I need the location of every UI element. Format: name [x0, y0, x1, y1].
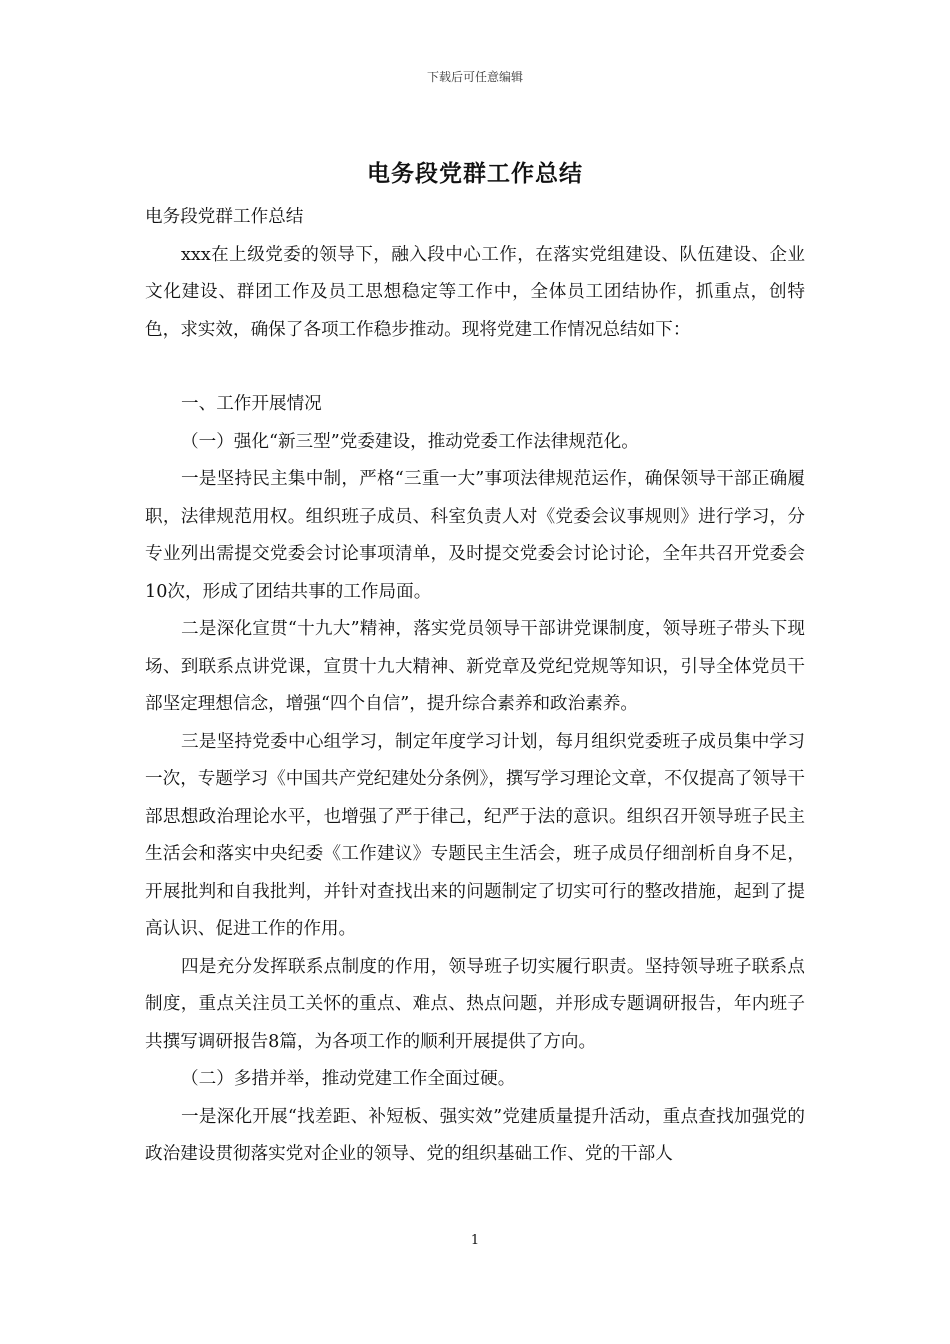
paragraph-1: 一是坚持民主集中制，严格“三重一大”事项法律规范运作，确保领导干部正确履职，法律规范用权。组织班子成员、科室负责人对《党委会议事规则》进行学习，分专业列出需提交党委会讨论事项清单，及时提交党委会讨论讨论，全年共召开党委会10次，形成了团结共事的工作局面。 — [145, 469, 805, 602]
subsection-heading-2: （二）多措并举，推动党建工作全面过硬。 — [181, 1069, 516, 1089]
section-heading-1: 一、工作开展情况 — [181, 394, 322, 414]
paragraph-4: 四是充分发挥联系点制度的作用，领导班子切实履行职责。坚持领导班子联系点制度，重点关注员工关怀的重点、难点、热点问题，并形成专题调研报告，年内班子共撰写调研报告8篇，为各项工作的顺利开展提供了方向。 — [145, 956, 805, 1052]
paragraph-5: 一是深化开展“找差距、补短板、强实效”党建质量提升活动，重点查找加强党的政治建设贯彻落实党对企业的领导、党的组织基础工作、党的干部人 — [145, 1106, 805, 1164]
paragraph-3: 三是坚持党委中心组学习，制定年度学习计划，每月组织党委班子成员集中学习一次，专题学习《中国共产党纪建处分条例》，撰写学习理论文章，不仅提高了领导干部思想政治理论水平，也增强了严于律己，纪严于法的意识。组织召开领导班子民主生活会和落实中央纪委《工作建议》专题民主生活会，班子成员仔细剖析自身不足，开展批判和自我批判，并针对查找出来的问题制定了切实可行的整改措施，起到了提高认识、促进工作的作用。 — [145, 731, 805, 939]
page-number: 1 — [470, 1233, 480, 1248]
intro-paragraph: xxx在上级党委的领导下，融入段中心工作，在落实党组建设、队伍建设、企业文化建设、群团工作及员工思想稳定等工作中，全体员工团结协作，抓重点，创特色，求实效，确保了各项工作稳步推动。现将党建工作情况总结如下： — [145, 244, 805, 340]
subsection-heading-1: （一）强化“新三型”党委建设，推动党委工作法律规范化。 — [181, 431, 639, 452]
document-body — [145, 199, 805, 1174]
header-note: 下载后可任意编辑 — [426, 70, 523, 84]
paragraph-2: 二是深化宣贯“十九大”精神，落实党员领导干部讲党课制度，领导班子带头下现场、到联系点讲党课，宣贯十九大精神、新党章及党纪党规等知识，引导全体党员干部坚定理想信念，增强“四个自信”，提升综合素养和政治素养。 — [145, 619, 805, 714]
blank-line — [145, 349, 805, 386]
document-subtitle: 电务段党群工作总结 — [145, 207, 304, 227]
document-title: 电务段党群工作总结 — [367, 160, 583, 187]
